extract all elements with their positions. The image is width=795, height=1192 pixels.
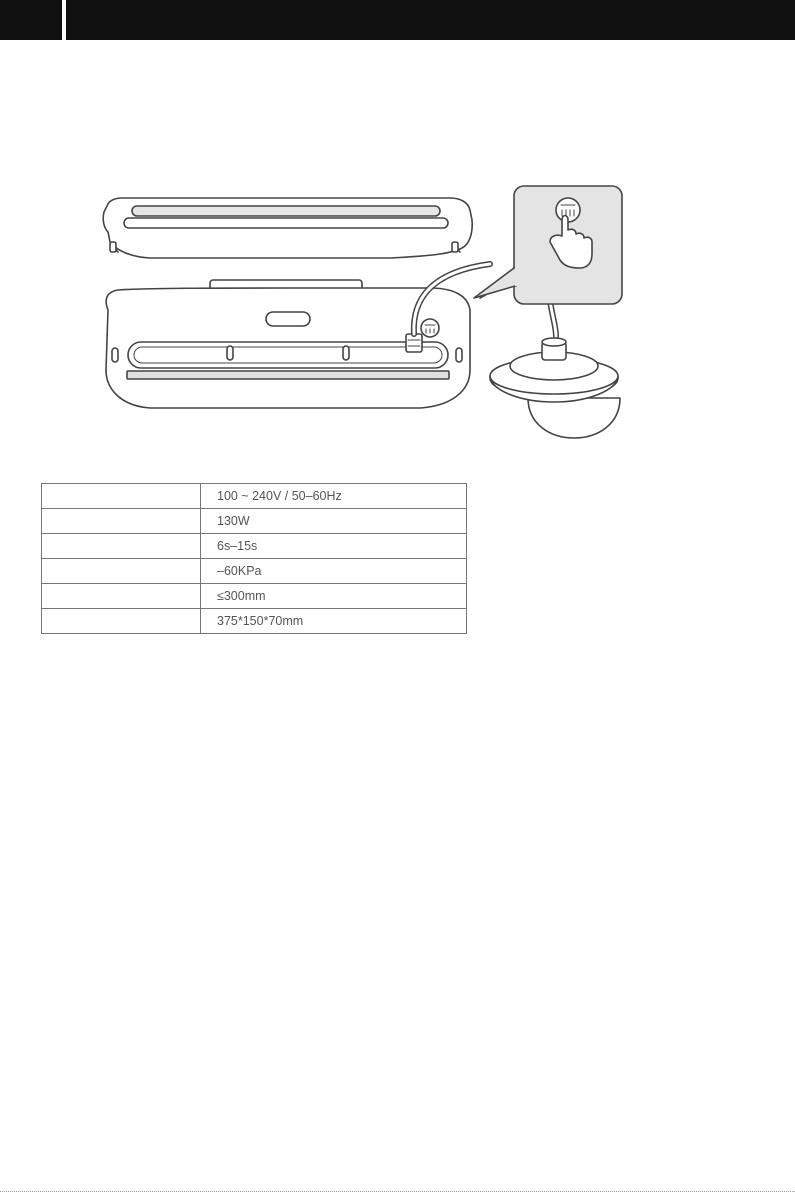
table-row <box>42 609 467 634</box>
table-row <box>42 509 467 534</box>
spec-label-cell <box>42 609 201 634</box>
spec-value: 375*150*70mm <box>201 609 467 634</box>
header-bar-left <box>0 0 62 40</box>
table-row <box>42 584 467 609</box>
spec-table <box>41 483 467 634</box>
spec-value: –60KPa <box>201 559 467 584</box>
spec-label-cell <box>42 484 201 509</box>
table-row <box>42 559 467 584</box>
spec-value: 100 ~ 240V / 50–60Hz <box>201 484 467 509</box>
spec-value: ≤300mm <box>201 584 467 609</box>
table-row <box>42 534 467 559</box>
table-row <box>42 484 467 509</box>
vacuum-canister <box>490 338 620 438</box>
spec-value: 6s–15s <box>201 534 467 559</box>
callout-box <box>474 186 622 304</box>
spec-value: 130W <box>201 509 467 534</box>
spec-label-cell <box>42 584 201 609</box>
spec-label-cell <box>42 534 201 559</box>
header-bar <box>66 0 795 40</box>
spec-label-cell <box>42 559 201 584</box>
spec-label-cell <box>42 509 201 534</box>
vacuum-sealer-illustration <box>90 180 630 440</box>
sealer-lid <box>103 198 472 258</box>
